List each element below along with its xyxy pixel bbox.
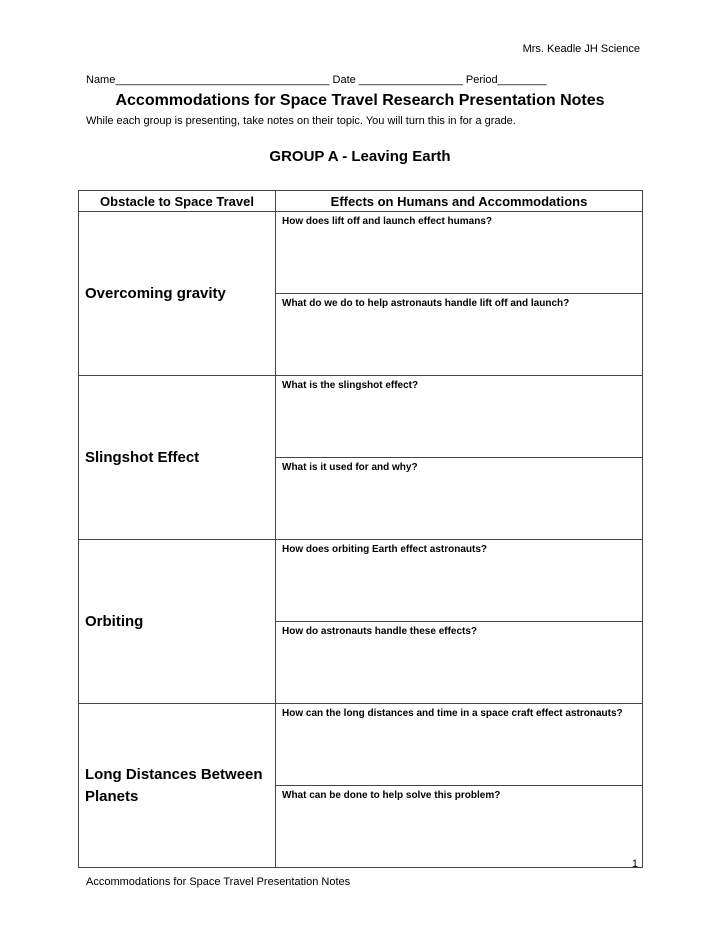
obstacle-cell: Slingshot Effect (79, 376, 276, 540)
question-cell[interactable]: What is it used for and why? (276, 458, 643, 540)
table-header-row (79, 191, 643, 212)
obstacle-cell: Overcoming gravity (79, 212, 276, 376)
table-row (79, 376, 643, 458)
instructions: While each group is presenting, take notes on their topic. You will turn this in for a grade. (86, 115, 516, 127)
obstacle-cell: Orbiting (79, 540, 276, 704)
question-cell[interactable]: How do astronauts handle these effects? (276, 622, 643, 704)
header-teacher-class: Mrs. Keadle JH Science (522, 43, 640, 55)
question-cell[interactable]: How does lift off and launch effect humans? (276, 212, 643, 294)
question-cell[interactable]: What can be done to help solve this problem? (276, 786, 643, 868)
table-row (79, 540, 643, 622)
question-cell[interactable]: How can the long distances and time in a space craft effect astronauts? (276, 704, 643, 786)
question-cell[interactable]: What do we do to help astronauts handle lift off and launch? (276, 294, 643, 376)
obstacle-cell: Long Distances Between Planets (79, 704, 276, 868)
column-header-effects: Effects on Humans and Accommodations (276, 191, 643, 212)
question-cell[interactable]: How does orbiting Earth effect astronauts? (276, 540, 643, 622)
question-cell[interactable]: What is the slingshot effect? (276, 376, 643, 458)
table-row (79, 704, 643, 786)
notes-table (78, 190, 643, 868)
column-header-obstacle: Obstacle to Space Travel (79, 191, 276, 212)
footer-text: Accommodations for Space Travel Presentation Notes (86, 876, 351, 888)
name-date-period-line: Name___________________________________ Date _________________ Period________ (86, 74, 547, 86)
page-title: Accommodations for Space Travel Research Presentation Notes (115, 92, 605, 109)
table-row (79, 212, 643, 294)
group-title: GROUP A - Leaving Earth (269, 148, 451, 165)
page-number: 1 (631, 858, 638, 870)
